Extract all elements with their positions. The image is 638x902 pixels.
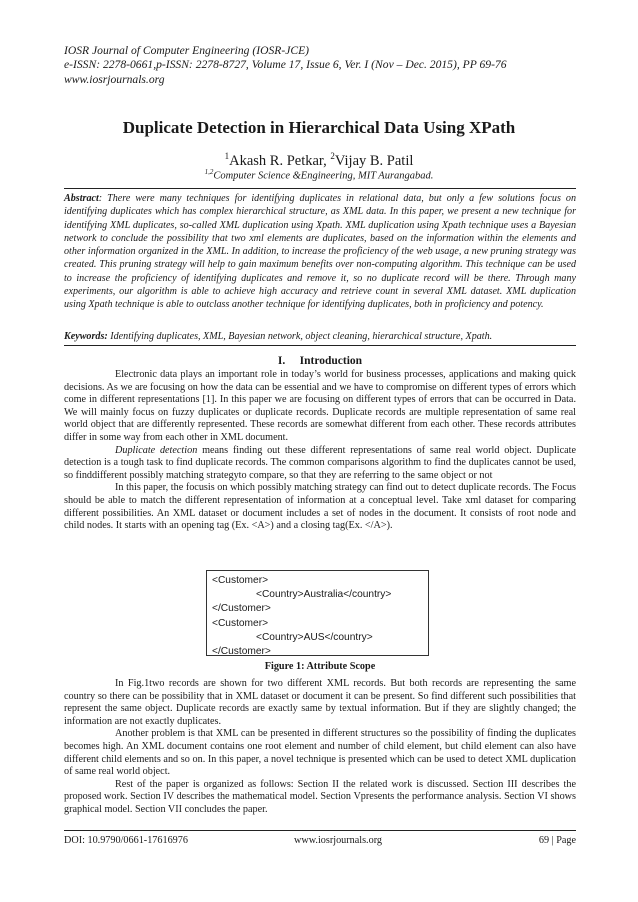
figure-1-caption: Figure 1: Attribute Scope [264,661,376,672]
paragraph-2-emphasis: Duplicate detection [115,444,198,456]
keywords-text: Identifying duplicates, XML, Bayesian network, object cleaning, hierarchical structure, Xpath. [107,331,493,342]
code-line: <Customer> [212,575,269,586]
section-heading-introduction: I. Introduction [277,355,363,367]
paragraph-5: Another problem is that XML can be presented in different structures so the possibility of finding the duplicates becomes high. An XML document contains one root element and number of child element, but child element can also have different child elements and so on. In this paper, a novel technique is presented which can be used to detect XML duplication of same real world object. [64,728,576,778]
code-line: </Customer> [212,646,271,658]
author-1-superscript: 1 [224,151,230,161]
author-1-name: Akash R. Petkar, [229,152,331,169]
footer-website: www.iosrjournals.org [294,835,383,846]
footer-page-number: 69 | Page [538,835,576,846]
paragraph-2 [64,445,576,483]
footer-rule [64,830,576,831]
abstract-text: : There were many techniques for identifying duplicates in relational data, but only a few solutions focus on identifying duplicates which has complex hierarchical structure, as XML data. In this paper, we present a new technique for identifying XML duplicates, so-called XML duplication using Xpath. XML duplication using Xpath technique uses a Bayesian network to conclude the possibility that two xml elements are duplicates, based on the information within the elements and other information organized in the XML. In addition, to increase the proficiency of the web usage, a new pruning strategy was created. This pruning strategy will help to gain maximum benefits over non-computing algorithm. This technique can be used to increase the proficiency of identifying duplicates and remove it, so no duplicate record will be there. Through many experiments, our algorithm is able to achieve high accuracy and retrieve count in several XML dataset. XML duplication using Xpath technique is able to outclass another technique for identifying duplicates, both in proficiency and potency. [64,193,576,311]
paragraph-2-text: means finding out these different representations of same real world object. Duplicate detection is a tough task to find duplicate records. The common comparisons algorithm to find the duplicates cannot be used, so finddifferent possibly matching strategyto compare, so that they are referring to the same object or not [64,444,577,481]
journal-website: www.iosrjournals.org [64,72,165,86]
paragraph-4: In Fig.1two records are shown for two different XML records. But both records are representing the same country so there can be possibility that in XML dataset or document it can be present. So find different such possibilities that represent the same object. Duplicate records are exactly same by textual information. But if they are slightly changed; the information are not exactly duplicates. [64,678,576,727]
footer-doi: DOI: 10.9790/0661-17616976 [64,835,188,846]
introduction-text-lower [64,678,576,817]
keywords [64,330,576,343]
abstract-top-rule [64,188,576,189]
figure-1-code-box [206,570,429,656]
keywords-label: Keywords: [64,331,108,342]
keywords-bottom-rule [64,345,576,346]
author-2-name: Vijay B. Patil [334,152,414,169]
paragraph-6: Rest of the paper is organized as follows: Section II the related work is discussed. Section III describes the proposed work. Section IV describes the mathematical model. Section Vpresents the performance analysis. Section VI shows graphical model. Section VII concludes the paper. [64,778,576,815]
code-line: <Country>Australia</country> [256,589,392,601]
paragraph-1: Electronic data plays an important role in today’s world for business processes, applications and making quick decisions. As we are focusing on how the data can be essential and we have to compromise on different types of errors which come in different representations [1]. In this paper we are focusing on different types of errors that can be occurred in Data. We will mainly focus on fuzzy duplicates or duplicate records. Duplicate records are multiple representation of same real world object that are differently represented. These records are somewhat different from each other. These records attributes differ in some way from each other in XML document. [64,369,576,443]
author-2-superscript: 2 [330,151,335,161]
code-line: <Country>AUS</country> [256,631,373,643]
affiliation: Computer Science &Engineering, MIT Aurangabad. [213,170,434,182]
abstract-label: Abstract [64,193,99,204]
introduction-text-upper [64,369,576,533]
journal-header [64,44,584,87]
journal-issn-volume: e-ISSN: 2278-0661,p-ISSN: 2278-8727, Volume 17, Issue 6, Ver. I (Nov – Dec. 2015), PP 69-76 [64,58,507,72]
journal-name: IOSR Journal of Computer Engineering (IOSR-JCE) [64,44,310,57]
affiliation-superscript: 1,2 [204,168,214,176]
affiliation-line [64,166,574,183]
code-line: </Customer> [212,603,271,615]
code-line: <Customer> [212,617,269,629]
abstract [64,192,576,312]
paper-title: Duplicate Detection in Hierarchical Data Using XPath [122,118,516,137]
paragraph-3: In this paper, the focusis on which possibly matching strategy can find out to detect duplicate records. The Focus should be able to match the different representation of information at a conceptual level. Take xml dataset for comparing different possibilities. An XML dataset or document includes a set of nodes in the document. It consists of root node and child nodes. It starts with an opening tag (Ex. <A>) and a closing tag(Ex. </A>). [64,482,576,532]
